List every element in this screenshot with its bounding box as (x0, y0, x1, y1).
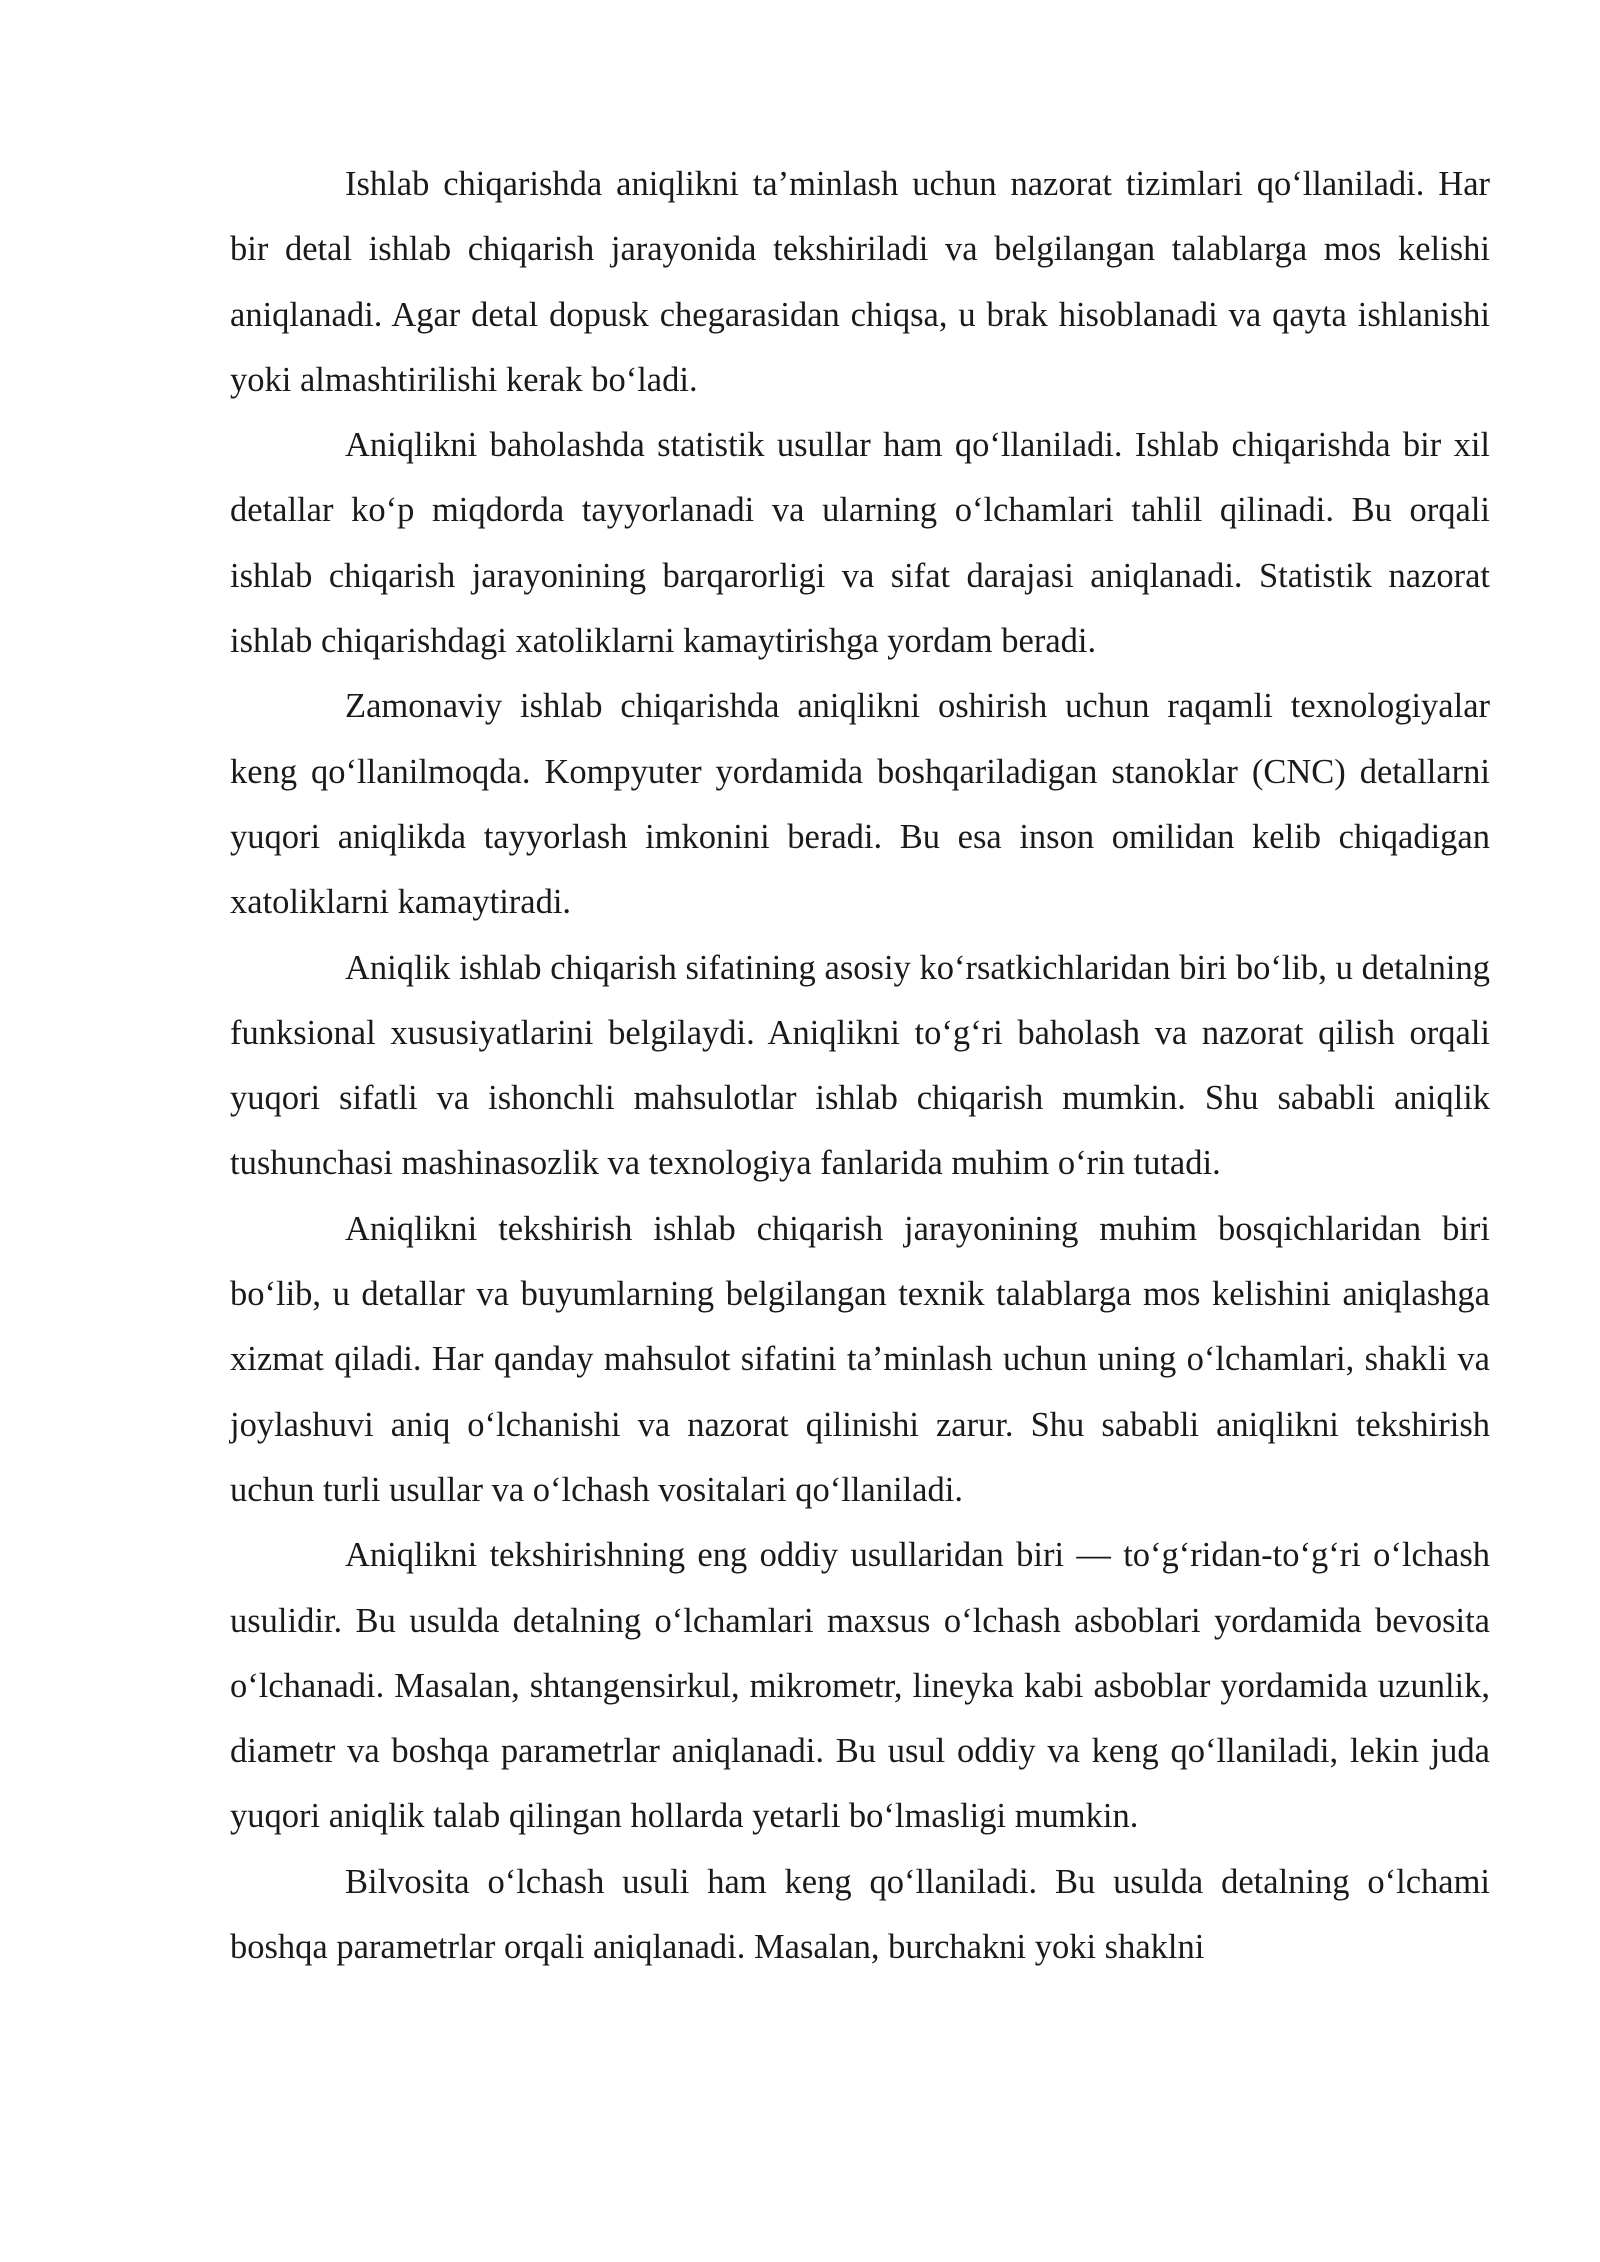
paragraph-statistical-methods: Aniqlikni baholashda statistik usullar ham qo‘llaniladi. Ishlab chiqarishda bir xil detallar ko‘p miqdorda tayyorlanadi va ularning o‘lchamlari tahlil qilinadi. Bu orqali ishlab chiqarish jarayonining barqarorligi va sifat darajasi aniqlanadi. Statistik nazorat ishlab chiqarishdagi xatoliklarni kamaytirishga yordam beradi. (230, 426, 1490, 661)
paragraph-quality-control: Ishlab chiqarishda aniqlikni ta’minlash uchun nazorat tizimlari qo‘llaniladi. Har bir detal ishlab chiqarish jarayonida tekshiriladi va belgilangan talablarga mos kelishi aniqlanadi. Agar detal dopusk chegarasidan chiqsa, u brak hisoblanadi va qayta ishlanishi yoki almashtirilishi kerak bo‘ladi. (230, 165, 1490, 399)
paragraph-indirect-measurement: Bilvosita o‘lchash usuli ham keng qo‘llaniladi. Bu usulda detalning o‘lchami boshqa parametrlar orqali aniqlanadi. Masalan, burchakni yoki shaklni (230, 1862, 1490, 1967)
paragraph-accuracy-importance: Aniqlik ishlab chiqarish sifatining asosiy ko‘rsatkichlaridan biri bo‘lib, u detalning funksional xususiyatlarini belgilaydi. Aniqlikni to‘g‘ri baholash va nazorat qilish orqali yuqori sifatli va ishonchli mahsulotlar ishlab chiqarish mumkin. Shu sababli aniqlik tushunchasi mashinasozlik va texnologiya fanlarida muhim o‘rin tutadi. (230, 948, 1490, 1183)
paragraph-direct-measurement: Aniqlikni tekshirishning eng oddiy usullaridan biri — to‘g‘ridan-to‘g‘ri o‘lchash usulidir. Bu usulda detalning o‘lchamlari maxsus o‘lchash asboblari yordamida bevosita o‘lchanadi. Masalan, shtangensirkul, mikrometr, lineyka kabi asboblar yordamida uzunlik, diametr va boshqa parametrlar aniqlanadi. Bu usul oddiy va keng qo‘llaniladi, lekin juda yuqori aniqlik talab qilingan hollarda yetarli bo‘lmasligi mumkin. (230, 1536, 1490, 1836)
paragraph-digital-technologies: Zamonaviy ishlab chiqarishda aniqlikni oshirish uchun raqamli texnologiyalar keng qo‘llanilmoqda. Kompyuter yordamida boshqariladigan stanoklar (CNC) detallarni yuqori aniqlikda tayyorlash imkonini beradi. Bu esa inson omilidan kelib chiqadigan xatoliklarni kamaytiradi. (230, 687, 1490, 922)
document-body (230, 152, 1490, 1980)
paragraph-accuracy-checking: Aniqlikni tekshirish ishlab chiqarish jarayonining muhim bosqichlaridan biri bo‘lib, u detallar va buyumlarning belgilangan texnik talablarga mos kelishini aniqlashga xizmat qiladi. Har qanday mahsulot sifatini ta’minlash uchun uning o‘lchamlari, shakli va joylashuvi aniq o‘lchanishi va nazorat qilinishi zarur. Shu sababli aniqlikni tekshirish uchun turli usullar va o‘lchash vositalari qo‘llaniladi. (230, 1209, 1490, 1509)
